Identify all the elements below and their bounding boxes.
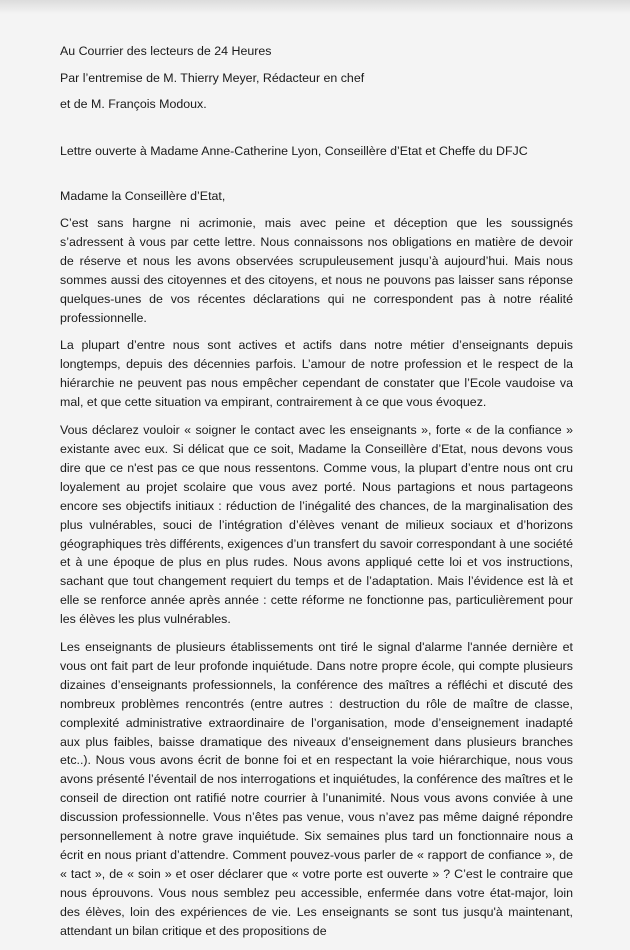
address-line-cc: et de M. François Modoux. [60, 97, 207, 111]
letter-subject: Lettre ouverte à Madame Anne-Catherine Lyon, Conseillère d’Etat et Cheffe du DFJC [60, 144, 528, 158]
page-top-shadow [0, 0, 630, 14]
letter-salutation: Madame la Conseillère d’Etat, [60, 189, 226, 203]
body-paragraph: C’est sans hargne ni acrimonie, mais avec peine et déception que les soussignés s’adressent à vous par cette lettre. Nous connaissons nos obligations en matière de devoir de réserve et nous les avons observées scrupuleusement jusqu’à aujourd’hui. Mais nous sommes aussi des citoyennes et des citoyens, et nous ne pouvons pas laisser sans réponse quelques-unes de vos récentes déclarations qui ne correspondent pas à notre réalité professionnelle. [60, 216, 573, 325]
body-paragraph: La plupart d’entre nous sont actives et actifs dans notre métier d’enseignants depuis longtemps, depuis des décennies parfois. L’amour de notre profession et le respect de la hiérarchie ne peuvent pas nous empêcher cependant de constater que l’Ecole vaudoise va mal, et que cette situation va empirant, contrairement à ce que vous évoquez. [60, 338, 573, 410]
body-paragraph: Les enseignants de plusieurs établissements ont tiré le signal d'alarme l'année dernière et vous ont fait part de leur profonde inquiétude. Dans notre propre école, qui compte plusieurs dizaines d’enseignants professionnels, la conférence des maîtres a réfléchi et discuté des nombreux problèmes rencontrés (entre autres : destruction du rôle de maître de classe, complexité administrative extraordinaire de l’organisation, mode d’enseignement inadapté aux plus faibles, baisse dramatique des niveaux d’enseignement dans plusieurs branches etc..). Nous vous avons écrit de bonne foi et en respectant la voie hiérarchique, nous vous avons présenté l’éventail de nos interrogations et inquiétudes, la conférence des maîtres et le conseil de direction ont ratifié notre courrier à l’unanimité. Nous vous avons conviée à une discussion professionnelle. Vous n’êtes pas venue, vous n’avez pas même daigné répondre personnellement à notre grave inquiétude. Six semaines plus tard un fonctionnaire nous a écrit en nous priant d’attendre. Comment pouvez-vous parler de « rapport de confiance », de « tact », de « soin » et oser déclarer que « votre porte est ouverte » ? C’est le contraire que nous éprouvons. Vous nous semblez peu accessible, enfermée dans votre état-major, loin des élèves, loin des expériences de vie. Les enseignants se sont tus jusqu'à maintenant, attendant un bilan critique et des propositions de [60, 640, 573, 938]
letter-page [60, 43, 573, 950]
address-block [60, 43, 573, 113]
letter-body [60, 214, 573, 941]
body-paragraph: Vous déclarez vouloir « soigner le contact avec les enseignants », forte « de la confiance » existante avec eux. Si délicat que ce soit, Madame la Conseillère d’Etat, nous devons vous dire que ce n'est pas ce que nous ressentons. Comme vous, la plupart d’entre nous ont cru loyalement au projet scolaire que vous avez porté. Nous partagions et nous partageons encore ses objectifs initiaux : réduction de l’inégalité des chances, de la marginalisation des plus vulnérables, souci de l’intégration d’élèves venant de milieux sociaux et d’horizons géographiques très différents, exigences d’un transfert du savoir correspondant à une société et à une époque de plus en plus rudes. Nous avons appliqué cette loi et vos instructions, sachant que tout changement requiert du temps et de l’adaptation. Mais l’évidence est là et elle se renforce année après année : cette réforme ne fonctionne pas, particulièrement pour les élèves les plus vulnérables. [60, 423, 573, 627]
address-line-newspaper: Au Courrier des lecteurs de 24 Heures [60, 44, 272, 58]
address-line-editor: Par l’entremise de M. Thierry Meyer, Rédacteur en chef [60, 70, 365, 85]
